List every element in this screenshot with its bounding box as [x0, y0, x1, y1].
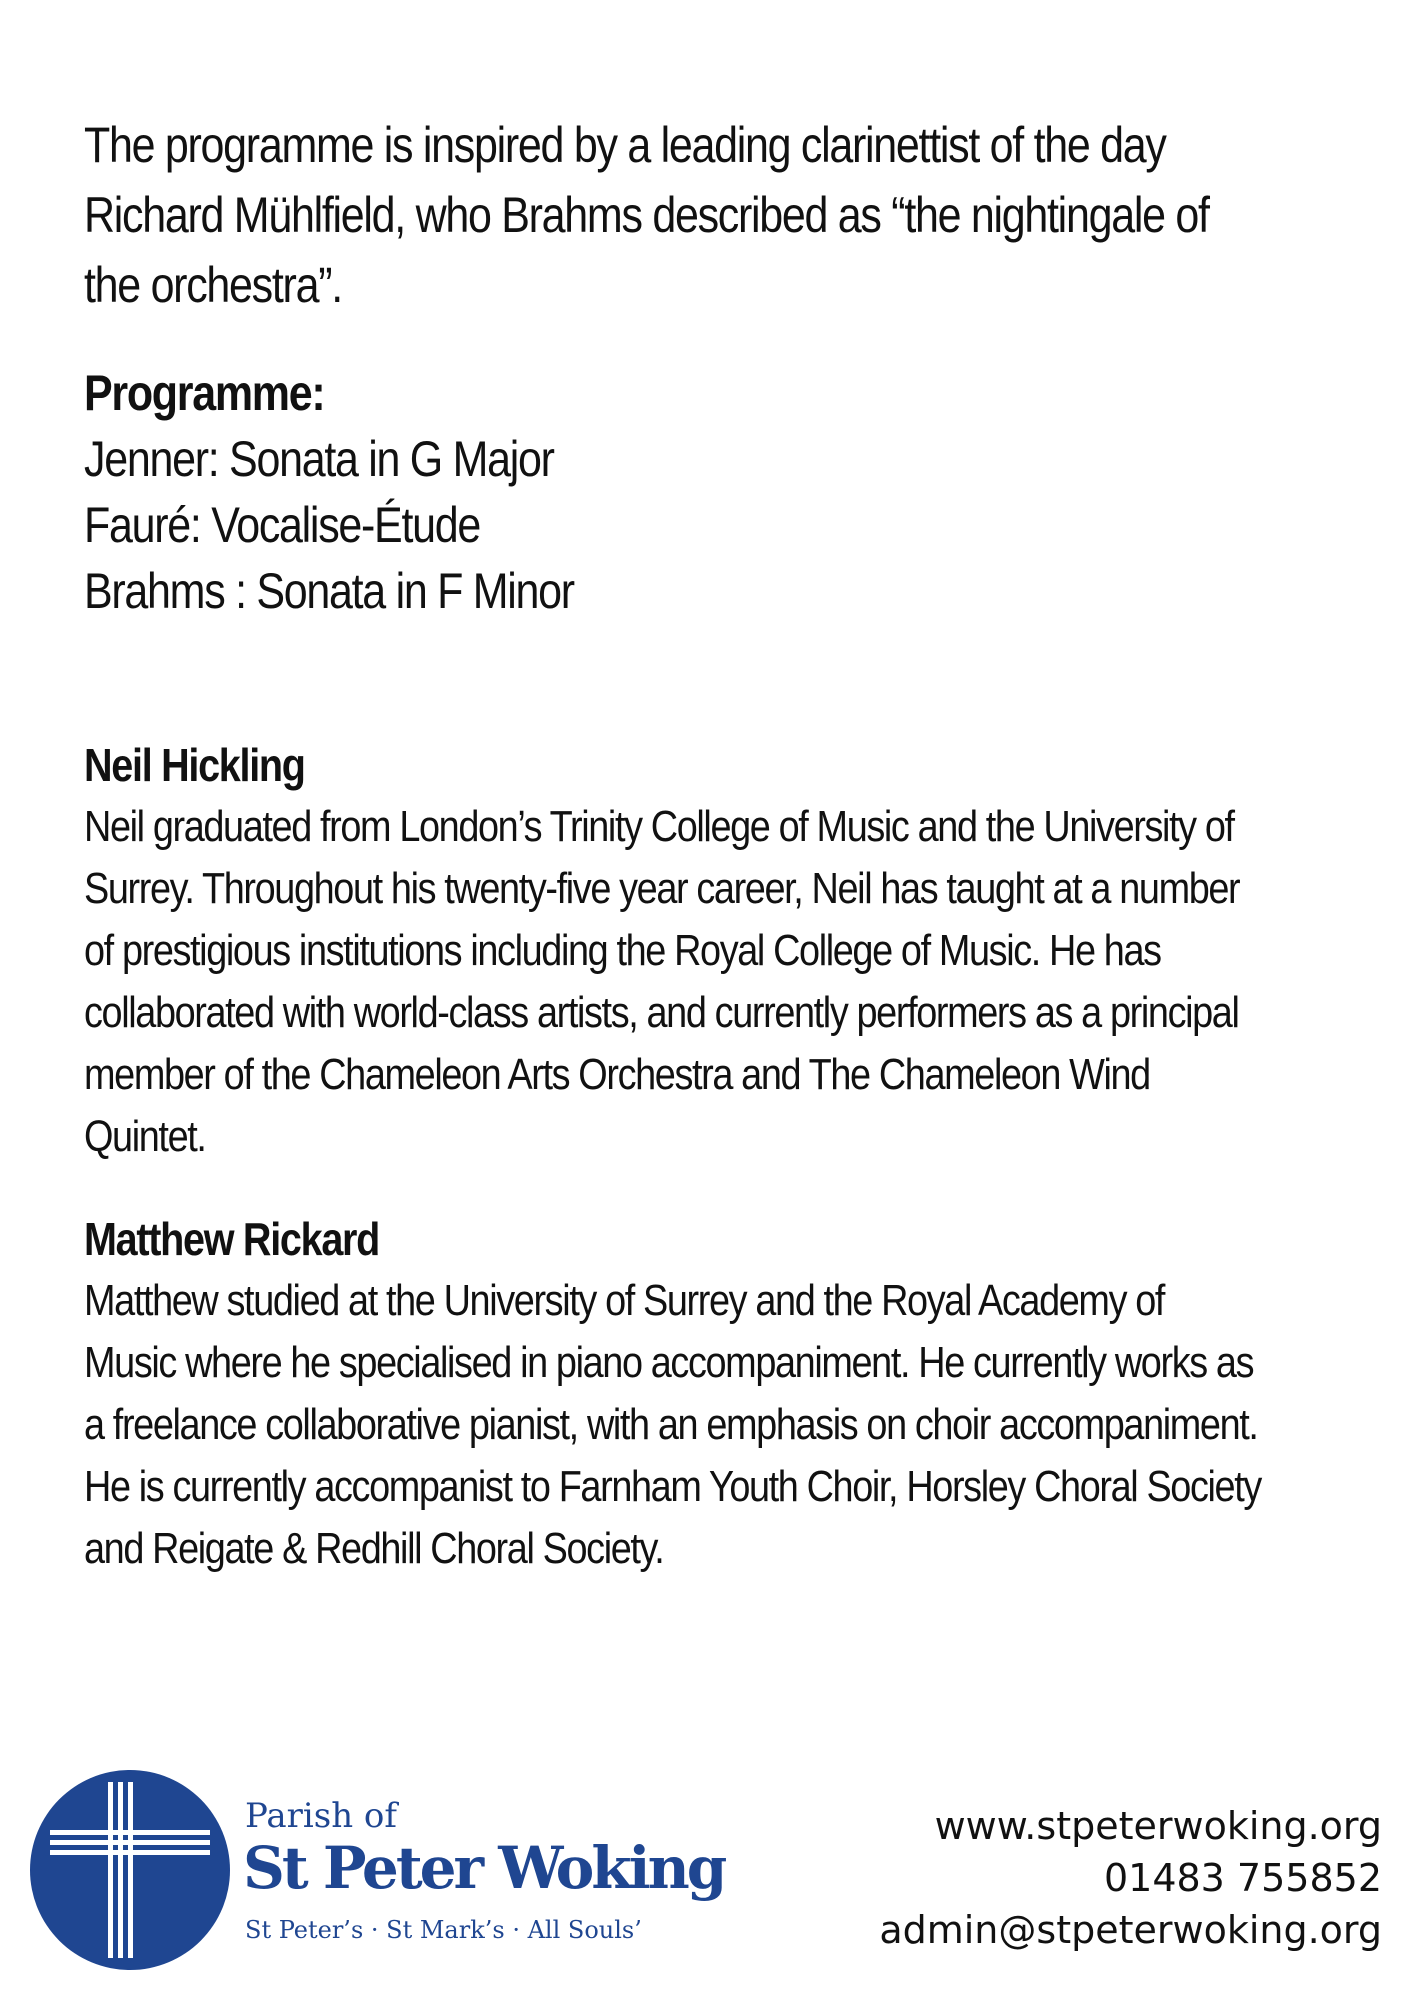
cross-icon	[30, 1770, 230, 1970]
programme-item: Jenner: Sonata in G Major	[84, 431, 554, 487]
bio-name: Matthew Rickard	[84, 1213, 380, 1265]
logo-subtitle: St Peter’s · St Mark’s · All Souls’	[245, 1916, 642, 1944]
programme-section	[84, 360, 1262, 624]
bio-matthew-rickard	[84, 1208, 1262, 1580]
logo-pre-text: Parish of	[245, 1796, 397, 1836]
email-link[interactable]: admin@stpeterwoking.org	[879, 1908, 1382, 1952]
phone-link[interactable]: 01483 755852	[1103, 1856, 1382, 1900]
bio-text: Matthew studied at the University of Surrey and the Royal Academy of Music where he specialised in piano accompaniment. He currently works as a freelance collaborative pianist, with an emphasis on choir accompaniment. He is currently accompanist to Farnham Youth Choir, Horsley Choral Society and Reigate & Redhill Choral Society.	[84, 1276, 1261, 1573]
contact-info	[879, 1800, 1382, 1956]
programme-heading: Programme:	[84, 365, 325, 421]
bio-neil-hickling	[84, 734, 1262, 1168]
bio-name: Neil Hickling	[84, 739, 305, 791]
parish-logo	[30, 1770, 725, 1970]
programme-item: Brahms : Sonata in F Minor	[84, 563, 574, 619]
website-link[interactable]: www.stpeterwoking.org	[934, 1804, 1382, 1848]
main-content	[84, 110, 1344, 1580]
bio-text: Neil graduated from London’s Trinity College of Music and the University of Surrey. Throughout his twenty-five year career, Neil has taught at a number of prestigious institutions including the Royal College of Music. He has collaborated with world-class artists, and currently performers as a principal member of the Chameleon Arts Orchestra and The Chameleon Wind Quintet.	[84, 802, 1240, 1161]
intro-paragraph: The programme is inspired by a leading clarinettist of the day Richard Mühlfield, who Brahms described as “the nightingale of the orchestra”.	[84, 117, 1209, 313]
logo-name: St Peter Woking	[243, 1834, 725, 1902]
programme-item: Fauré: Vocalise-Étude	[84, 497, 480, 553]
